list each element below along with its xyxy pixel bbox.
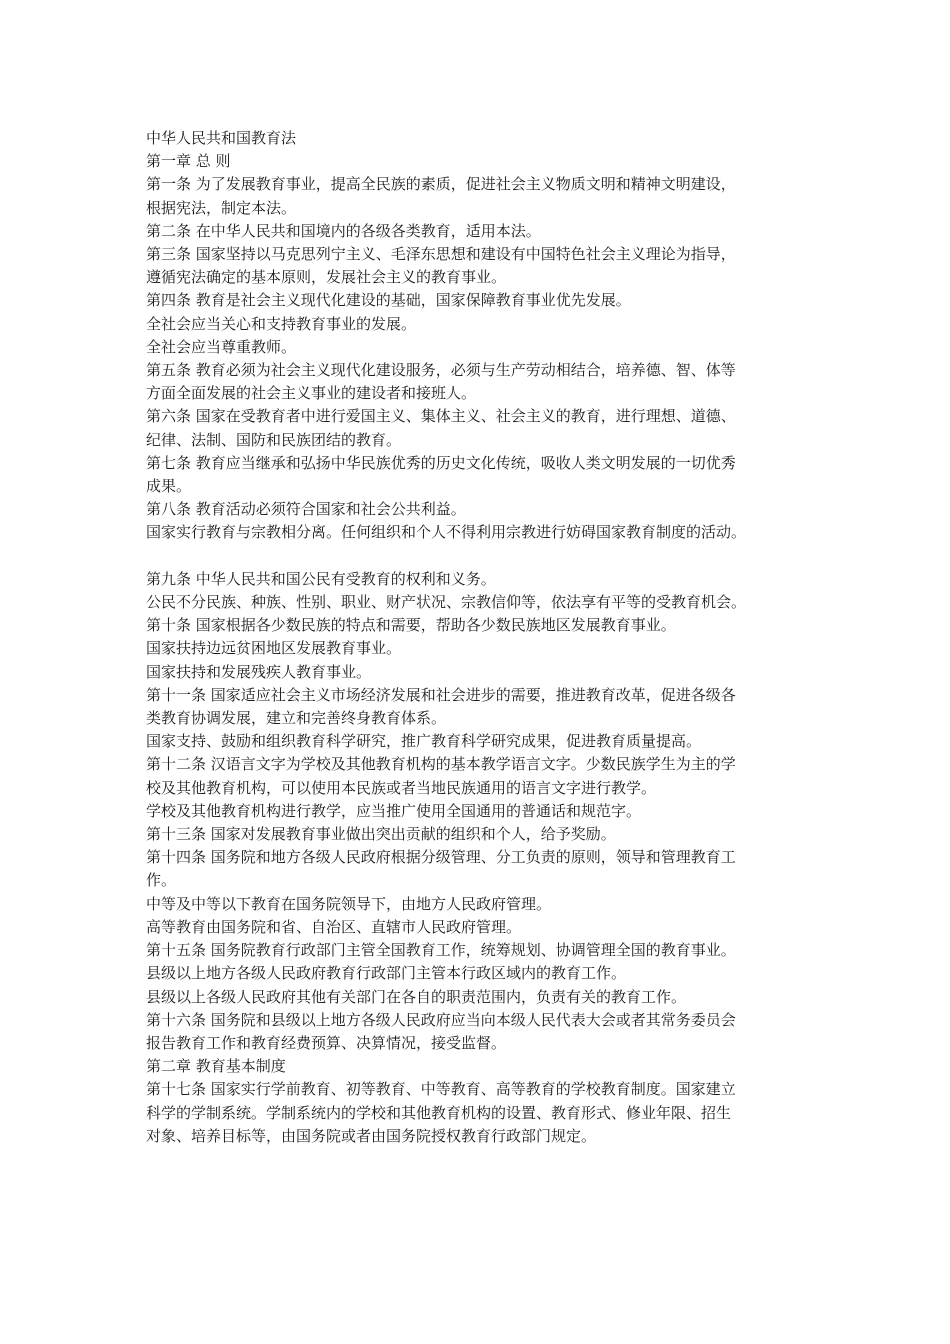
text-line: 公民不分民族、种族、性别、职业、财产状况、宗教信仰等，依法享有平等的受教育机会。: [146, 593, 747, 612]
text-line: 国家支持、鼓励和组织教育科学研究，推广教育科学研究成果，促进教育质量提高。: [146, 732, 702, 751]
text-line: 第十五条 国务院教育行政部门主管全国教育工作，统筹规划、协调管理全国的教育事业。: [146, 941, 736, 960]
text-line: 成果。: [146, 477, 192, 496]
text-line: 遵循宪法确定的基本原则，发展社会主义的教育事业。: [146, 268, 507, 287]
text-line: 第十一条 国家适应社会主义市场经济发展和社会进步的需要，推进教育改革，促进各级各: [146, 685, 736, 704]
document-page: [146, 127, 814, 1148]
chapter-heading: 第一章 总 则: [146, 152, 231, 171]
text-line: 第十六条 国务院和县级以上地方各级人民政府应当向本级人民代表大会或者其常务委员会: [146, 1010, 736, 1029]
blank-line: [146, 545, 814, 568]
text-line: 第十七条 国家实行学前教育、初等教育、中等教育、高等教育的学校教育制度。国家建立: [146, 1080, 736, 1099]
text-line: 第七条 教育应当继承和弘扬中华民族优秀的历史文化传统，吸收人类文明发展的一切优秀: [146, 453, 736, 472]
text-line: 国家扶持和发展残疾人教育事业。: [146, 662, 372, 681]
text-line: 学校及其他教育机构进行教学，应当推广使用全国通用的普通话和规范字。: [146, 801, 642, 820]
text-line: 科学的学制系统。学制系统内的学校和其他教育机构的设置、教育形式、修业年限、招生: [146, 1103, 732, 1122]
document-title: 中华人民共和国教育法: [146, 129, 297, 147]
text-line: 国家实行教育与宗教相分离。任何组织和个人不得利用宗教进行妨碍国家教育制度的活动。: [146, 523, 747, 542]
text-line: 对象、培养目标等，由国务院或者由国务院授权教育行政部门规定。: [146, 1126, 597, 1145]
text-line: 第八条 教育活动必须符合国家和社会公共利益。: [146, 500, 466, 519]
text-line: 方面全面发展的社会主义事业的建设者和接班人。: [146, 384, 477, 403]
text-line: 第九条 中华人民共和国公民有受教育的权利和义务。: [146, 569, 496, 588]
text-line: 第三条 国家坚持以马克思列宁主义、毛泽东思想和建设有中国特色社会主义理论为指导，: [146, 245, 736, 264]
text-line: 第六条 国家在受教育者中进行爱国主义、集体主义、社会主义的教育，进行理想、道德、: [146, 407, 736, 426]
text-line: 纪律、法制、国防和民族团结的教育。: [146, 430, 402, 449]
text-line: 第十条 国家根据各少数民族的特点和需要，帮助各少数民族地区发展教育事业。: [146, 616, 676, 635]
chapter-heading: 第二章 教育基本制度: [146, 1057, 286, 1076]
text-line: 国家扶持边远贫困地区发展教育事业。: [146, 639, 402, 658]
text-line: 根据宪法，制定本法。: [146, 198, 297, 217]
text-line: 县级以上地方各级人民政府教育行政部门主管本行政区域内的教育工作。: [146, 964, 627, 983]
text-line: 第十四条 国务院和地方各级人民政府根据分级管理、分工负责的原则，领导和管理教育工: [146, 848, 736, 867]
text-line: 报告教育工作和教育经费预算、决算情况，接受监督。: [146, 1033, 507, 1052]
text-line: 全社会应当关心和支持教育事业的发展。: [146, 314, 417, 333]
text-line: 第二条 在中华人民共和国境内的各级各类教育，适用本法。: [146, 221, 541, 240]
text-line: 高等教育由国务院和省、自治区、直辖市人民政府管理。: [146, 917, 522, 936]
text-line: 第五条 教育必须为社会主义现代化建设服务，必须与生产劳动相结合，培养德、智、体等: [146, 361, 736, 380]
text-line: 类教育协调发展，建立和完善终身教育体系。: [146, 709, 447, 728]
text-line: 中等及中等以下教育在国务院领导下，由地方人民政府管理。: [146, 894, 552, 913]
text-line: 第十三条 国家对发展教育事业做出突出贡献的组织和个人，给予奖励。: [146, 825, 616, 844]
text-line: 第四条 教育是社会主义现代化建设的基础，国家保障教育事业优先发展。: [146, 291, 631, 310]
text-line: 县级以上各级人民政府其他有关部门在各自的职责范围内，负责有关的教育工作。: [146, 987, 687, 1006]
text-line: 第一条 为了发展教育事业，提高全民族的素质，促进社会主义物质文明和精神文明建设，: [146, 175, 736, 194]
text-line: 校及其他教育机构，可以使用本民族或者当地民族通用的语言文字进行教学。: [146, 778, 657, 797]
text-line: 第十二条 汉语言文字为学校及其他教育机构的基本教学语言文字。少数民族学生为主的学: [146, 755, 736, 774]
text-line: 作。: [146, 871, 177, 890]
text-line: 全社会应当尊重教师。: [146, 337, 297, 356]
